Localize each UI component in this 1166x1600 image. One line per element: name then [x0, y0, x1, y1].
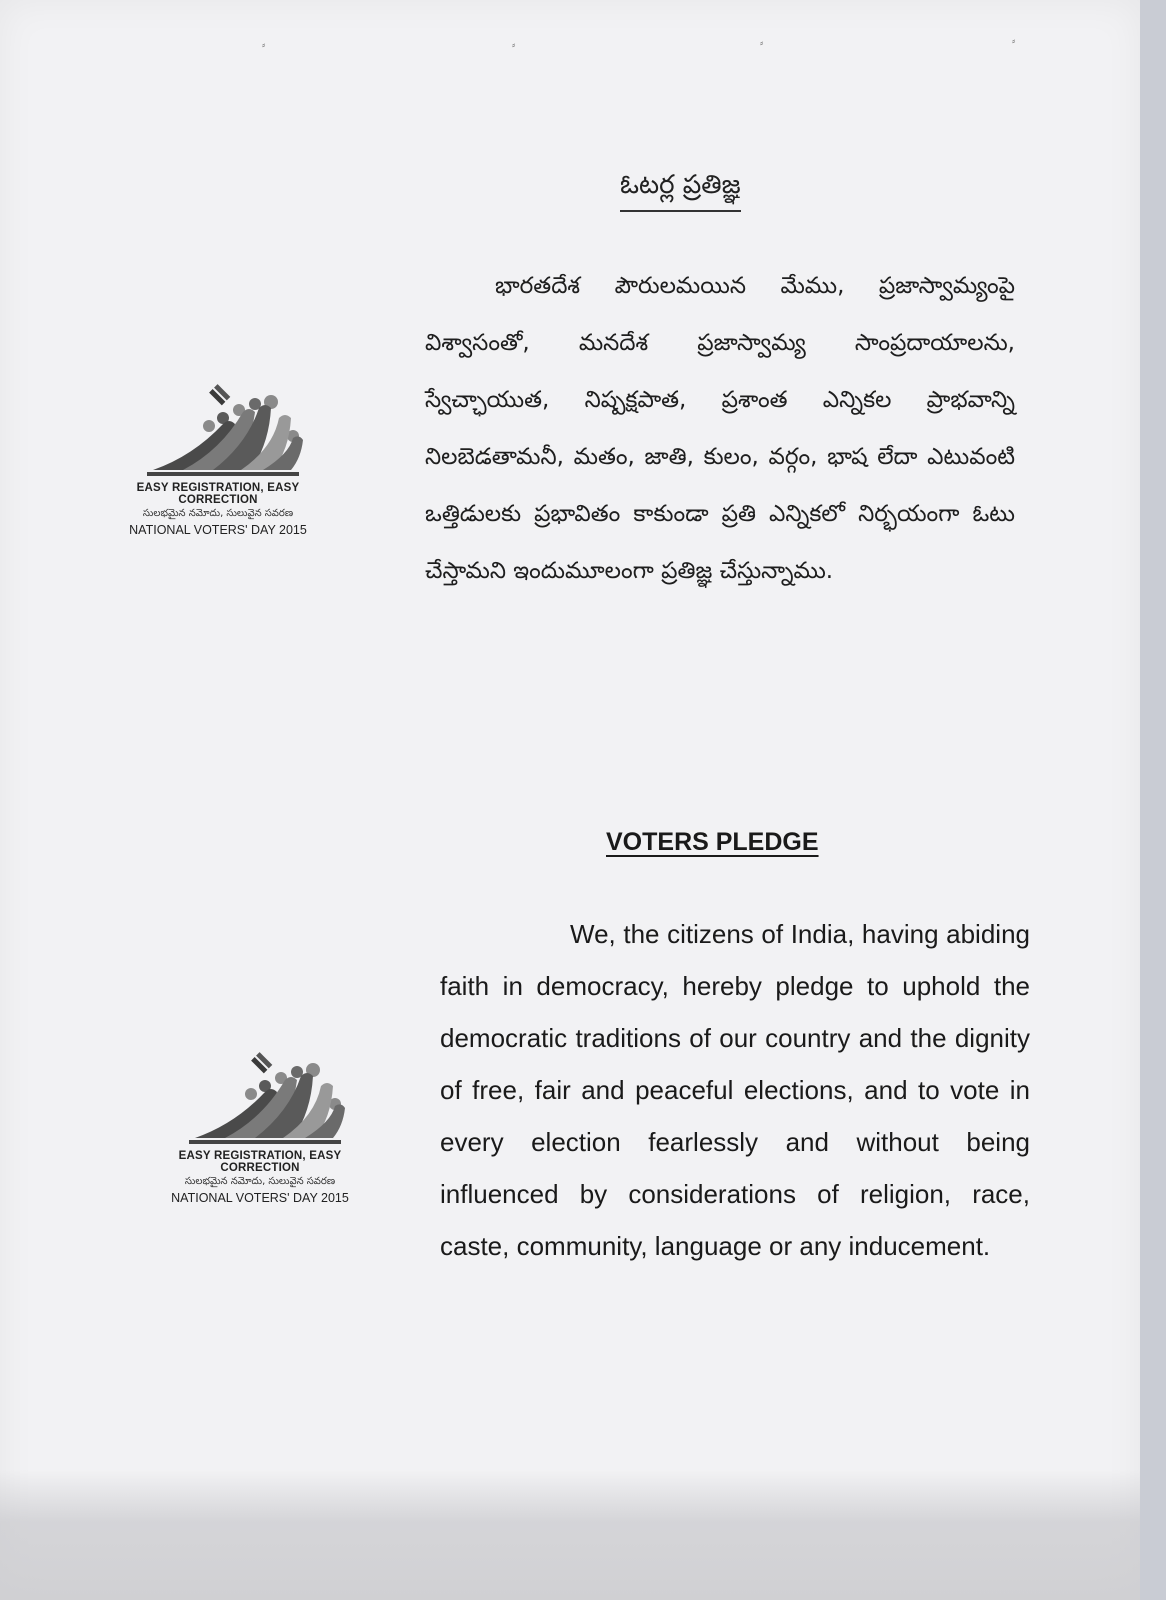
scanner-bed-edge: [1140, 0, 1166, 1600]
logo-tagline-telugu: సులభమైన నమోదు, సులువైన సవరణ: [184, 1176, 336, 1187]
voters-day-emblem-icon: [175, 1046, 345, 1148]
scan-speck: ⸗: [1012, 36, 1016, 47]
english-pledge-text: We, the citizens of India, having abiding faith in democracy, hereby pledge to uphold the democratic traditions of our country and the dignity of free, fair and peaceful elections, and to vote in every election fearlessly and without being influenced by considerations of religion, race, caste, community, language or any inducement.: [440, 919, 1030, 1261]
scan-speck: ⸗: [512, 40, 516, 51]
scan-speck: ⸗: [262, 40, 266, 51]
logo-event-name: NATIONAL VOTERS' DAY 2015: [171, 1191, 349, 1205]
logo-tagline-telugu: సులభమైన నమోదు, సులువైన సవరణ: [142, 508, 294, 519]
telugu-pledge-text: భారతదేశ పౌరులమయిన మేము, ప్రజాస్వామ్యంపై విశ్వాసంతో, మనదేశ ప్రజాస్వామ్య సాంప్రదాయాలను, స్వేచ్ఛాయుత, నిష్పక్షపాత, ప్రశాంత ఎన్నికల ప్రాభవాన్ని నిలబెడతామనీ, మతం, జాతి, కులం, వర్గం, భాష లేదా ఎటువంటి ఒత్తిడులకు ప్రభావితం కాకుండా ప్రతి ఎన్నికలో నిర్భయంగా ఓటు చేస్తామని ఇందుమూలంగా ప్రతిజ్ఞ చేస్తున్నాము.: [425, 273, 1015, 584]
english-pledge-title: VOTERS PLEDGE: [606, 828, 819, 856]
voters-day-logo: [118, 378, 318, 537]
telugu-pledge-title: ఓటర్ల ప్రతిజ్ఞ: [620, 170, 741, 212]
voters-day-logo: [160, 1046, 360, 1205]
logo-tagline-english: EASY REGISTRATION, EASY CORRECTION: [136, 482, 300, 506]
scan-speck: ⸗: [760, 38, 764, 49]
logo-event-name: NATIONAL VOTERS' DAY 2015: [129, 523, 307, 537]
voters-day-emblem-icon: [133, 378, 303, 480]
logo-tagline-english: EASY REGISTRATION, EASY CORRECTION: [178, 1150, 342, 1174]
